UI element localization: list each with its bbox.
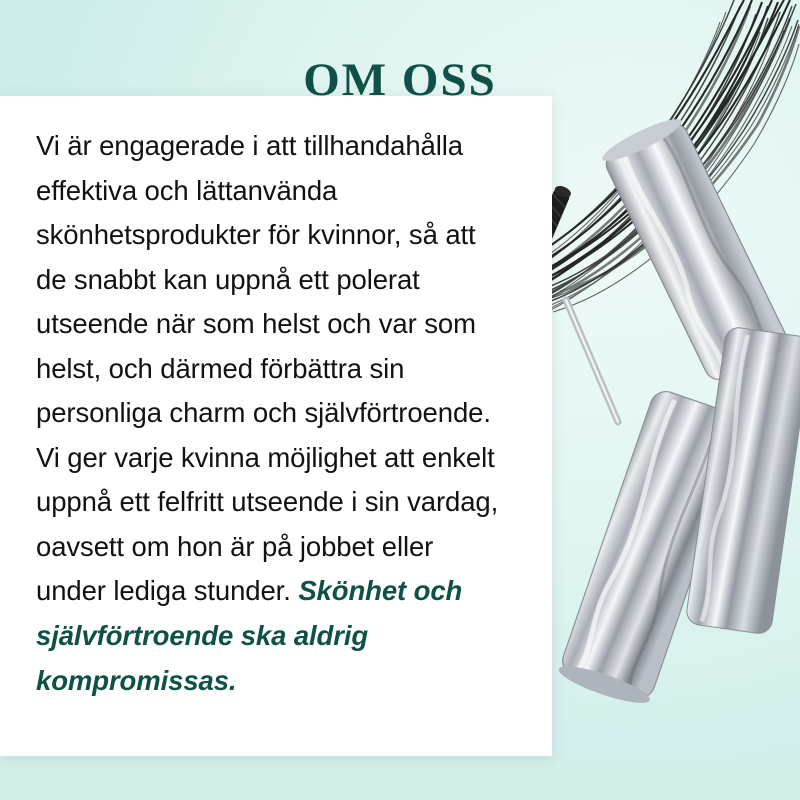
- about-us-text-card: [0, 96, 552, 756]
- bottom-strip: [0, 756, 800, 800]
- page-title: OM OSS: [303, 54, 497, 107]
- about-us-body-text: Vi är engagerade i att tillhandahålla effektiva och lättanvända skönhetsprodukter för kvinnor, så att de snabbt kan uppnå ett polerat utseende när som helst och var som helst, och därmed förbättra sin personliga charm och självförtroende. Vi ger varje kvinna möjlighet att enkelt uppnå ett felfritt utseende i sin vardag, oavsett om hon är på jobbet eller under lediga stunder.: [36, 130, 499, 607]
- about-us-paragraph: [0, 96, 552, 727]
- about-us-emphasis-text: Skönhet och självförtroende ska aldrig kompromissas.: [36, 575, 463, 696]
